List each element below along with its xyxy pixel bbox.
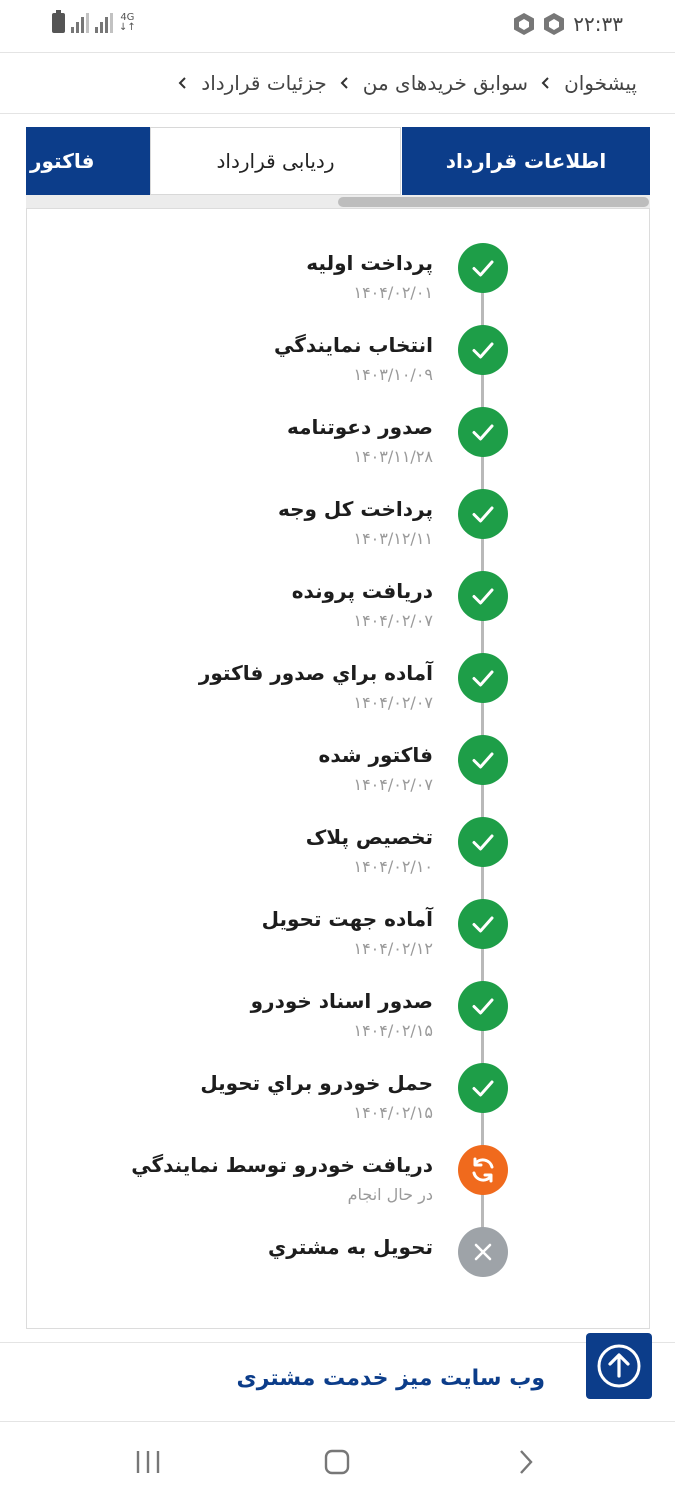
step-date: ۱۴۰۴/۰۲/۰۱ [353,283,433,302]
step-title: تخصیص پلاک [305,825,433,849]
status-time: ۲۲:۳۳ [573,12,623,36]
step-date: ۱۴۰۴/۰۲/۰۷ [353,693,433,712]
recent-apps-button[interactable] [128,1444,168,1480]
breadcrumb-purchase-history[interactable]: سوابق خریدهای من [362,71,529,95]
tab-contract-tracking[interactable]: ردیابی قرارداد [150,127,401,195]
step-title: حمل خودرو براي تحويل [200,1071,433,1095]
step-title: صدور دعوتنامه [287,415,433,439]
timeline-step [27,1127,649,1209]
step-status-done [458,243,508,293]
checkmark-icon [469,746,497,774]
step-date: در حال انجام [347,1185,433,1204]
status-bar [0,0,675,50]
tab-scrollbar-thumb[interactable] [338,197,649,207]
signal-icon [95,13,113,33]
step-title: صدور اسناد خودرو [250,989,433,1013]
timeline-step [27,553,649,635]
home-icon [323,1448,351,1476]
tracking-panel [26,209,650,1329]
step-date: ۱۴۰۴/۰۲/۰۷ [353,611,433,630]
arrow-up-icon [596,1343,642,1389]
battery-icon [52,13,65,33]
timeline-step [27,1045,649,1127]
checkmark-icon [469,992,497,1020]
timeline-step [27,225,649,307]
scroll-to-top-button[interactable] [586,1333,652,1399]
app-hexagon-icon [542,12,566,36]
step-status-done [458,735,508,785]
step-date: ۱۴۰۴/۰۲/۱۵ [353,1103,433,1122]
step-title: فاکتور شده [318,743,433,767]
step-date: ۱۴۰۴/۰۲/۰۷ [353,775,433,794]
step-title: انتخاب نمايندگي [273,333,433,357]
divider [0,1342,675,1343]
timeline-step [27,1209,649,1291]
system-nav-bar [0,1422,675,1500]
checkmark-icon [469,910,497,938]
status-indicators [52,13,136,33]
signal-icon [71,13,89,33]
step-title: پرداخت کل وجه [277,497,433,521]
tab-contract-info[interactable]: اطلاعات قرارداد [402,127,650,195]
breadcrumb-home[interactable]: پیشخوان [564,71,637,95]
breadcrumb [165,62,637,104]
step-status-done [458,325,508,375]
step-date: ۱۴۰۴/۰۲/۱۲ [353,939,433,958]
step-title: آماده براي صدور فاکتور [198,661,433,685]
timeline-step [27,389,649,471]
tab-invoice[interactable]: فاکتور [26,127,150,195]
divider [0,52,675,53]
checkmark-icon [469,828,497,856]
chevron-left-icon [327,62,363,104]
network-type: 4G ↓↑ [119,12,136,33]
step-title: تحويل به مشتري [267,1235,433,1259]
recent-apps-icon [134,1449,162,1475]
step-date: ۱۴۰۳/۱۰/۰۹ [353,365,433,384]
step-title: دریافت پرونده [291,579,433,603]
home-button[interactable] [317,1444,357,1480]
customer-service-link[interactable]: وب سایت میز خدمت مشتری [236,1366,545,1391]
chevron-left-icon [165,62,201,104]
breadcrumb-contract-details[interactable]: جزئیات قرارداد [201,71,327,95]
step-status-done [458,817,508,867]
timeline-step [27,963,649,1045]
timeline-step [27,471,649,553]
timeline-step [27,635,649,717]
timeline-step [27,799,649,881]
timeline-step [27,881,649,963]
timeline-step [27,717,649,799]
divider [0,113,675,114]
back-button[interactable] [506,1444,546,1480]
checkmark-icon [469,336,497,364]
step-date: ۱۴۰۳/۱۱/۲۸ [353,447,433,466]
checkmark-icon [469,1074,497,1102]
step-status-done [458,489,508,539]
step-status-done [458,899,508,949]
step-date: ۱۴۰۴/۰۲/۱۰ [353,857,433,876]
step-title: دریافت خودرو توسط نمایندگي [131,1153,433,1177]
chevron-right-icon [516,1448,536,1476]
step-status-pending [458,1227,508,1277]
checkmark-icon [469,582,497,610]
step-title: پرداخت اولیه [306,251,433,275]
checkmark-icon [469,418,497,446]
step-date: ۱۴۰۴/۰۲/۱۵ [353,1021,433,1040]
step-title: آماده جهت تحویل [261,907,433,931]
step-date: ۱۴۰۳/۱۲/۱۱ [353,529,433,548]
checkmark-icon [469,254,497,282]
tab-scrollbar[interactable] [26,195,650,209]
close-icon [471,1240,495,1264]
checkmark-icon [469,500,497,528]
step-status-done [458,653,508,703]
timeline-step [27,307,649,389]
step-status-progress [458,1145,508,1195]
step-status-done [458,407,508,457]
chevron-left-icon [528,62,564,104]
step-status-done [458,571,508,621]
app-hexagon-icon [512,12,536,36]
refresh-icon [468,1155,498,1185]
step-status-done [458,981,508,1031]
step-status-done [458,1063,508,1113]
checkmark-icon [469,664,497,692]
tab-bar [26,127,650,195]
